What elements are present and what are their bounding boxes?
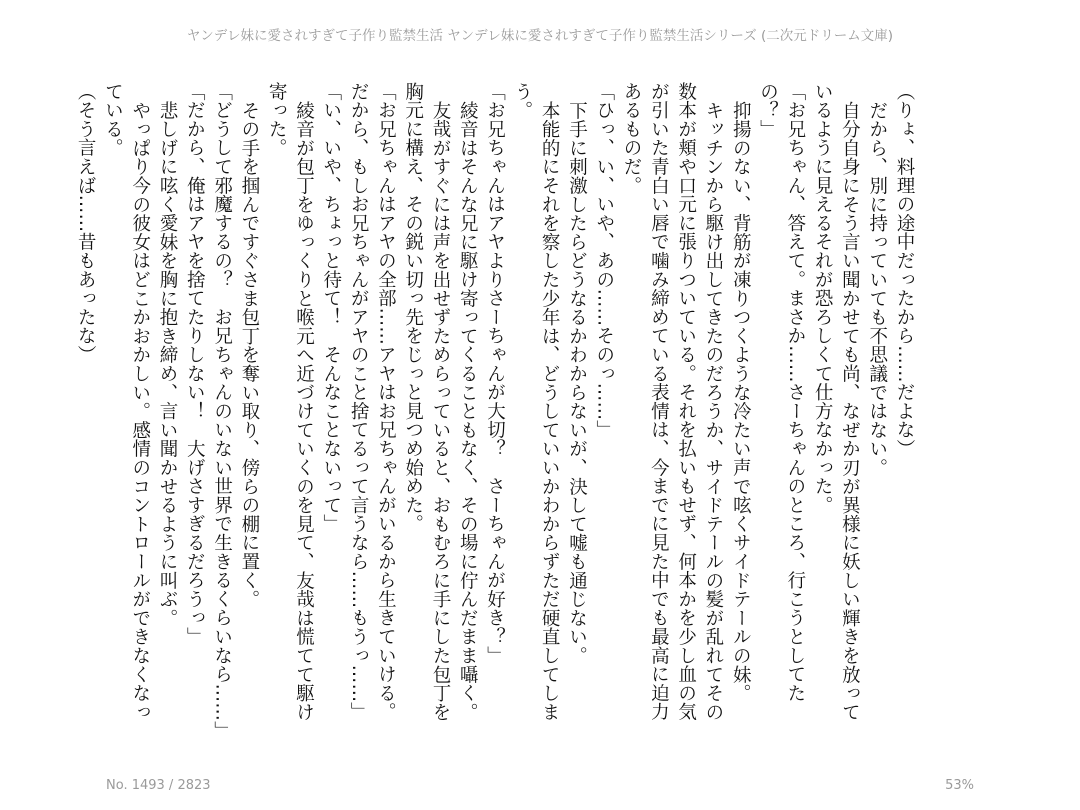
page-text [75,82,918,740]
paragraph: 「お兄ちゃんはアヤの全部……アヤはお兄ちゃんがいるから生きていける。だから、もしお兄ちゃんがアヤのこと捨てるって言うなら……もうっ……」 [348,82,397,722]
paragraph: 「ひっ、い、いや、あの……そのっ……」 [593,82,615,440]
paragraph: 「だから、俺はアヤを捨てたりしない！ 大げさすぎるだろうっ」 [184,82,206,646]
paragraph: 抑揚のない、背筋が凍りつくような冷たい声で呟くサイドテールの妹。 [730,100,752,703]
paragraph: （りょ、料理の途中だったから……だよな） [894,82,915,458]
paragraph: 本能的にそれを察した少年は、どうしていいかわからずただ硬直してしまう。 [511,82,561,721]
paragraph: キッチンから駆け出してきたのだろうか、サイドテールの髪が乱れてその数本が頬や口元に張りついている。それを払いもせず、何本かを少し血の気が引いた青白い唇で噛み締めている表情は、今までに見た中でも最高に迫力あるものだ。 [621,82,724,722]
footer-percent: 53% [945,778,974,793]
paragraph: 「い、いや、ちょっと待て！ そんなことないって」 [320,82,342,534]
paragraph: 「どうして邪魔するの？ お兄ちゃんのいない世界で生きるくらいなら……」 [211,82,233,740]
paragraph: やっぱり今の彼女はどこかおかしい。感情のコントロールができなくなっている。 [102,82,151,721]
paragraph: その手を掴んですぐさま包丁を奪い取り、傍らの棚に置く。 [238,100,260,609]
book-title: ヤンデレ妹に愛されすぎて子作り監禁生活 ヤンデレ妹に愛されすぎて子作り監禁生活シリーズ (二次元ドリーム文庫) [186,28,894,44]
paragraph: 綾音はそんな兄に駆け寄ってくることもなく、その場に佇んだまま囁く。 [457,100,479,721]
paragraph: だから、別に持っていても不思議ではない。 [866,100,888,477]
paragraph: 悲しげに呟く愛妹を胸に抱き締め、言い聞かせるように叫ぶ。 [156,100,178,627]
paragraph: 「お兄ちゃんはアヤよりさーちゃんが大切？ さーちゃんが好き？」 [484,82,506,665]
paragraph: 自分自身にそう言い聞かせても尚、なぜか刃が異様に妖しい輝きを放っているように見えるそれが恐ろしくて仕方なかった。 [812,82,861,721]
paragraph: （そう言えば……昔もあったな） [75,82,97,364]
footer-location: No. 1493 / 2823 [106,778,211,793]
paragraph: 綾音が包丁をゆっくりと喉元へ近づけていくのを見て、友哉は慌てて駆け寄った。 [266,82,315,721]
paragraph: 「お兄ちゃん、答えて。まさか……さーちゃんのところ、行こうとしてたの？」 [757,82,806,703]
paragraph: 下手に刺激したらどうなるかわからないが、決して嘘も通じない。 [566,100,588,665]
paragraph: 友哉がすぐには声を出せずためらっていると、おもむろに手にした包丁を胸元に構え、その鋭い切っ先をじっと見つめ始めた。 [402,82,451,721]
